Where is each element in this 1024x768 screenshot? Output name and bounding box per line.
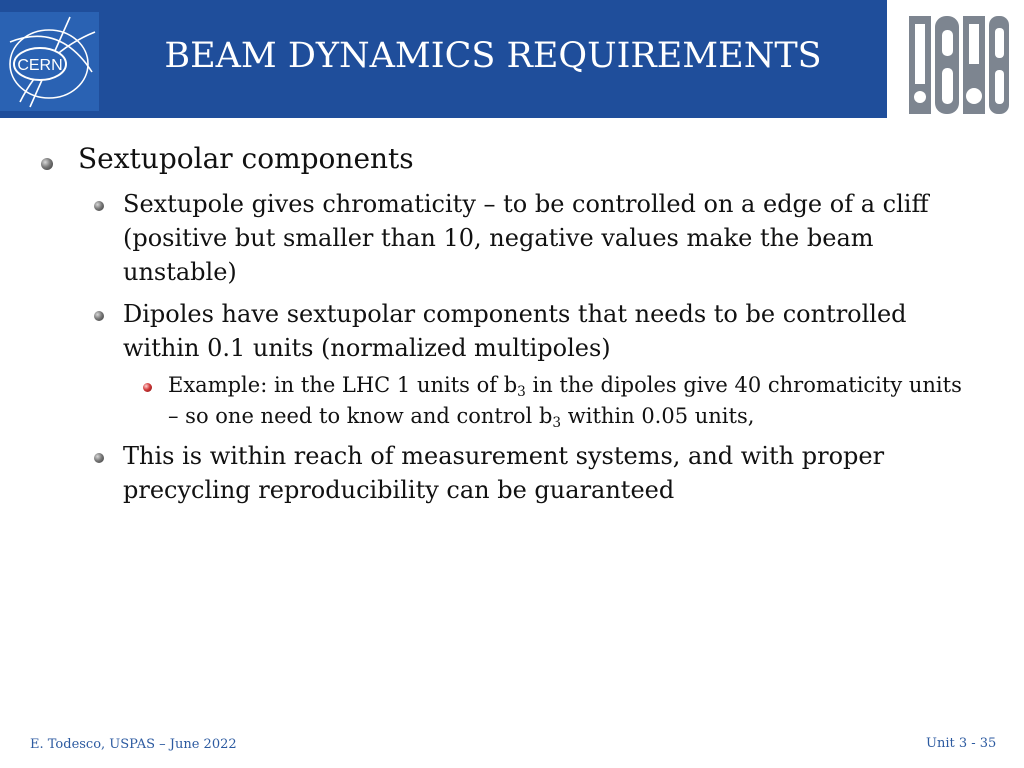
bullet-icon <box>94 201 104 211</box>
footer-page-number: Unit 3 - 35 <box>926 736 997 751</box>
bullet-sextupole-chromaticity: Sextupole gives chromaticity – to be controlled on a edge of a cliff (positive but smaller than 10, negative values make the beam unstable) <box>123 190 929 286</box>
footer-author: E. Todesco, USPAS – June 2022 <box>30 737 237 752</box>
bullet-measurement-systems: This is within reach of measurement systems, and with proper precycling reproducibility can be guaranteed <box>123 442 885 504</box>
bullet-dipoles-sextupolar: Dipoles have sextupolar components that needs to be controlled within 0.1 units (normalized multipoles) <box>123 300 907 362</box>
bullet-icon <box>94 453 104 463</box>
bullet-icon <box>41 158 53 170</box>
bullet-sextupolar-components: Sextupolar components <box>78 142 414 175</box>
bullet-icon <box>143 383 152 392</box>
page-title: BEAM DYNAMICS REQUIREMENTS <box>164 36 822 76</box>
bullet-icon <box>94 311 104 321</box>
svg-text:CERN: CERN <box>17 57 63 74</box>
bullet-lhc-example: Example: in the LHC 1 units of $b_3$ in the dipoles give 40 chromaticity units – so one need to know and control $b_3$ within 0.05 units, <box>168 373 962 432</box>
